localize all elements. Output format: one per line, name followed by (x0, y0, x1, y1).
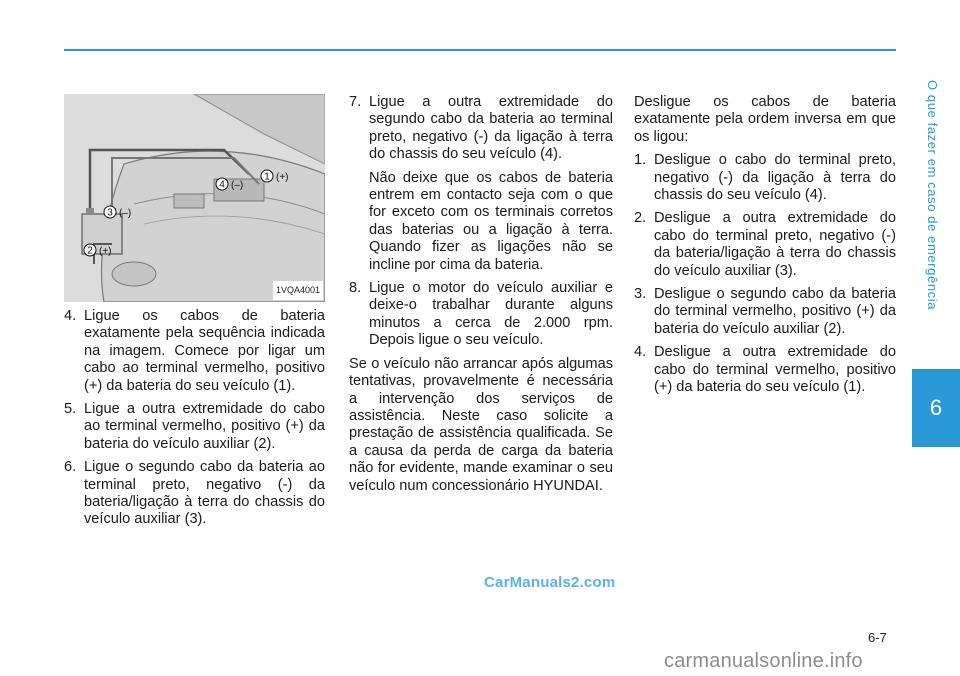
paragraph: Se o veículo não arrancar após algumas tentativas, provavelmente é necessária a intervenção dos serviços de assistência. Neste caso solicite a prestação de assistência qualificada. Se a causa da perda de carga da bateria não for evidente, mande examinar o seu veículo num concessionário HYUNDAI. (349, 355, 613, 494)
chapter-number: 6 (929, 395, 943, 420)
item-number: 1. (634, 152, 647, 169)
section-title: O que fazer em caso de emergência (925, 80, 940, 311)
column-3 (634, 94, 896, 403)
label-2: 2 (87, 245, 93, 257)
intro-paragraph: Desligue os cabos de bateria exatamente pela ordem inversa em que os ligou: (634, 94, 896, 145)
page-number: 6-7 (868, 630, 887, 645)
watermark-link[interactable]: CarManuals2.com (484, 574, 616, 591)
label-1: 1 (264, 171, 270, 183)
item-text: Ligue os cabos de bateria exatamente pela sequência indicada na imagem. Comece por ligar um cabo ao terminal vermelho, positivo (+) da bateria do seu veículo (1). (84, 308, 325, 394)
label-2-sign: (+) (99, 246, 112, 257)
chapter-tab[interactable] (912, 369, 960, 447)
item-text: Ligue o segundo cabo da bateria ao terminal preto, negativo (-) da bateria/ligação à terra do chassis do veículo auxiliar (3). (84, 459, 325, 528)
label-4: 4 (219, 179, 225, 191)
list-item (349, 94, 613, 164)
footer-site-link[interactable]: carmanualsonline.info (664, 650, 863, 672)
header-rule (64, 49, 896, 51)
car-engine-illustration (64, 94, 325, 302)
item-number: 3. (634, 286, 647, 303)
label-1-sign: (+) (276, 172, 289, 183)
item-number: 4. (64, 308, 77, 324)
item-number: 8. (349, 280, 362, 297)
list-item (634, 152, 896, 204)
column-1 (64, 94, 325, 535)
item-number: 7. (349, 94, 362, 110)
figure-code: 1VQA4001 (273, 281, 323, 300)
item-number: 4. (634, 344, 647, 361)
jump-start-figure (64, 94, 325, 302)
item-text: Desligue o cabo do terminal preto, negativo (-) da ligação à terra do chassis do seu veículo (4). (654, 152, 896, 204)
list-item (634, 344, 896, 396)
list-item (64, 308, 325, 395)
label-3: 3 (107, 207, 113, 219)
item-number: 2. (634, 210, 647, 227)
item-number: 6. (64, 459, 77, 476)
item-text: Ligue a outra extremidade do segundo cabo da bateria ao terminal preto, negativo (-) da ligação à terra do chassis do seu veículo (4). (369, 94, 613, 163)
label-3-sign: (–) (119, 208, 132, 219)
list-item (349, 280, 613, 350)
list-item (64, 401, 325, 453)
item-note: Não deixe que os cabos de bateria entrem em contacto seja com o que for exceto com os terminais corretos das baterias ou a ligação à terra. Quando fizer as ligações não se incline por cima da bateria. (369, 169, 613, 273)
list-item (64, 459, 325, 529)
item-text: Desligue a outra extremidade do cabo do terminal preto, negativo (-) da bateria/ligação à terra do chassis do veículo auxiliar (3). (654, 210, 896, 279)
item-text: Desligue a outra extremidade do cabo do terminal vermelho, positivo (+) da bateria do seu veículo (1). (654, 344, 896, 396)
item-number: 5. (64, 401, 77, 418)
column-2 (349, 94, 613, 501)
list-item (634, 210, 896, 280)
list-item (634, 286, 896, 338)
label-4-sign: (–) (231, 180, 244, 191)
item-text: Desligue o segundo cabo da bateria do terminal vermelho, positivo (+) da bateria do veículo auxiliar (2). (654, 286, 896, 337)
item-text: Ligue o motor do veículo auxiliar e deixe-o trabalhar durante alguns minutos a cerca de 2.000 rpm. Depois ligue o seu veículo. (369, 280, 613, 349)
item-text: Ligue a outra extremidade do cabo ao terminal vermelho, positivo (+) da bateria do veículo auxiliar (2). (84, 401, 325, 452)
